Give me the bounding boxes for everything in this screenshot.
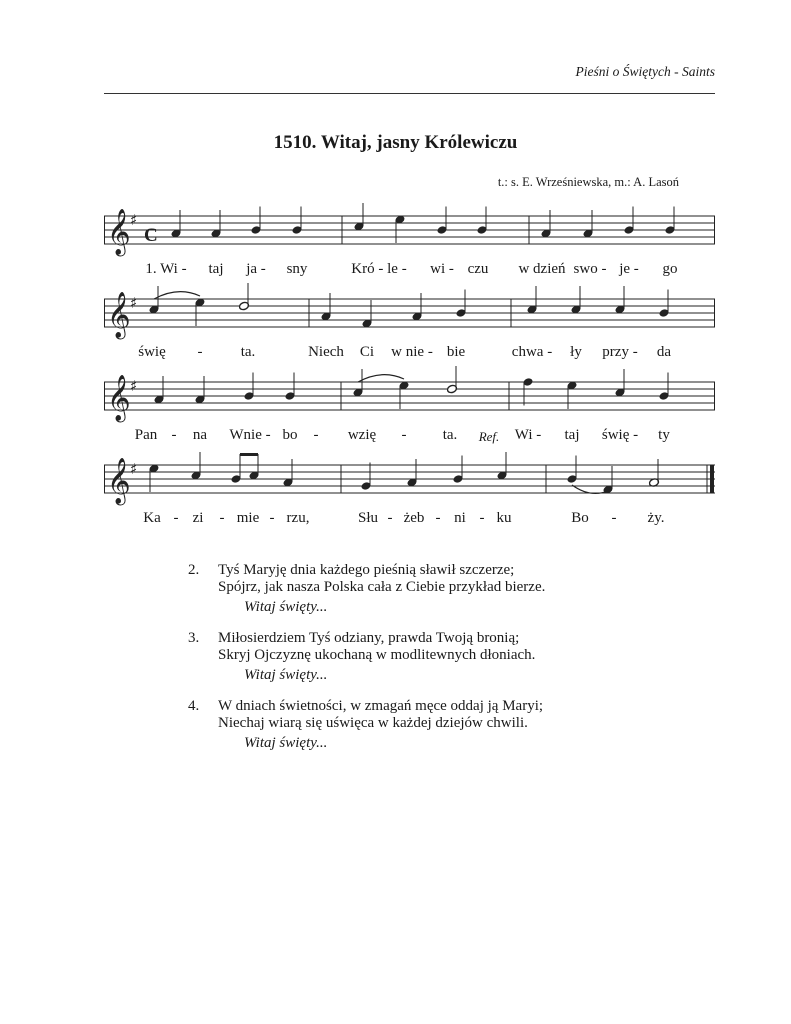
- lyric-syllable: ku: [496, 510, 512, 526]
- verse-refrain: Witaj święty...: [244, 599, 328, 615]
- lyric-syllable: ty: [658, 427, 670, 443]
- lyric-syllable: -: [173, 510, 179, 526]
- lyric-syllable: przy -: [602, 344, 638, 360]
- svg-text:𝄞: 𝄞: [107, 292, 131, 338]
- music-system-4: [104, 454, 716, 540]
- lyric-syllable: sny: [286, 261, 308, 277]
- verse-line: W dniach świetności, w zmagań męce oddaj ją Maryi;: [218, 698, 544, 714]
- verse-line: Spójrz, jak nasza Polska cała z Ciebie przykład bierze.: [218, 579, 546, 595]
- lyric-syllable: -: [269, 510, 275, 526]
- lyric-syllable: Pan: [134, 427, 158, 443]
- lyric-syllable: Niech: [308, 344, 344, 360]
- lyric-syllable: ni: [454, 510, 466, 526]
- staff-2: [104, 288, 716, 338]
- lyric-syllable: taj: [564, 427, 580, 443]
- verse-refrain: Witaj święty...: [244, 735, 328, 751]
- lyric-syllable: -: [197, 344, 203, 360]
- lyric-syllable: Wnie -: [229, 427, 271, 443]
- lyric-syllable: na: [192, 427, 208, 443]
- svg-text:♯: ♯: [130, 460, 138, 478]
- lyric-syllable: świę -: [601, 427, 639, 443]
- lyric-syllable: da: [656, 344, 672, 360]
- lyric-syllable: bo: [282, 427, 298, 443]
- lyric-syllable: swo -: [573, 261, 607, 277]
- lyric-syllable: ta.: [240, 344, 256, 360]
- lyric-syllable: w dzień: [518, 261, 566, 277]
- verse-line: Niechaj wiarą się uświęca w każdej dziejów chwili.: [218, 715, 528, 731]
- verse-line: Tyś Maryję dnia każdego pieśnią sławił szczerze;: [218, 562, 515, 578]
- refrain-label: Ref.: [478, 429, 500, 444]
- lyric-syllable: ły: [570, 344, 582, 360]
- lyric-syllable: Kró - le -: [351, 261, 407, 277]
- svg-text:C: C: [144, 225, 158, 246]
- staff-1: [104, 205, 716, 255]
- lyric-syllable: -: [313, 427, 319, 443]
- svg-text:♯: ♯: [130, 211, 138, 229]
- lyric-syllable: Wi -: [514, 427, 542, 443]
- lyric-syllable: wzię: [347, 427, 377, 443]
- lyric-syllable: -: [387, 510, 393, 526]
- lyric-syllable: 1. Wi -: [145, 261, 187, 277]
- verse-number: 3.: [188, 630, 200, 646]
- svg-text:𝄞: 𝄞: [107, 375, 131, 421]
- running-title: Pieśni o Świętych - Saints: [575, 64, 715, 79]
- verse-refrain: Witaj święty...: [244, 667, 328, 683]
- staff-4: [104, 454, 716, 504]
- lyric-syllable: żeb: [403, 510, 425, 526]
- verse-number: 2.: [188, 562, 200, 578]
- lyric-syllable: mie: [236, 510, 260, 526]
- lyric-syllable: ta.: [442, 427, 458, 443]
- lyric-syllable: Ci: [359, 344, 375, 360]
- lyric-syllable: w nie -: [391, 344, 433, 360]
- verse-number: 4.: [188, 698, 200, 714]
- song-title: 1510. Witaj, jasny Królewiczu: [273, 132, 518, 153]
- music-system-3: [104, 371, 716, 457]
- lyric-syllable: czu: [467, 261, 489, 277]
- lyric-syllable: taj: [208, 261, 224, 277]
- staff-3: [104, 371, 716, 421]
- lyric-syllable: -: [611, 510, 617, 526]
- verse-line: Miłosierdziem Tyś odziany, prawda Twoją bronią;: [218, 630, 520, 646]
- lyric-syllable: go: [662, 261, 678, 277]
- lyric-syllable: -: [401, 427, 407, 443]
- header-rule: [104, 93, 715, 94]
- lyric-syllable: ja -: [246, 261, 266, 277]
- lyric-syllable: zi: [192, 510, 204, 526]
- lyric-syllable: -: [171, 427, 177, 443]
- lyric-syllable: -: [479, 510, 485, 526]
- lyric-syllable: -: [435, 510, 441, 526]
- lyric-syllable: świę: [138, 344, 166, 360]
- svg-text:♯: ♯: [130, 377, 138, 395]
- svg-text:𝄞: 𝄞: [107, 458, 131, 504]
- lyric-syllable: je -: [619, 261, 639, 277]
- lyric-syllable: -: [219, 510, 225, 526]
- lyric-syllable: bie: [446, 344, 466, 360]
- lyric-syllable: Ka: [143, 510, 161, 526]
- svg-text:𝄞: 𝄞: [107, 209, 131, 255]
- lyric-syllable: wi -: [430, 261, 454, 277]
- svg-text:♯: ♯: [130, 294, 138, 312]
- song-credits: t.: s. E. Wrześniewska, m.: A. Lasoń: [497, 175, 679, 189]
- music-system-2: [104, 288, 716, 374]
- lyric-syllable: ży.: [647, 510, 665, 526]
- lyric-syllable: chwa -: [511, 344, 553, 360]
- lyric-syllable: rzu,: [286, 510, 310, 526]
- lyric-syllable: Bo: [571, 510, 589, 526]
- lyric-syllable: Słu: [357, 510, 379, 526]
- music-system-1: [104, 205, 716, 291]
- verse-line: Skryj Ojczyznę ukochaną w modlitewnych dłoniach.: [218, 647, 536, 663]
